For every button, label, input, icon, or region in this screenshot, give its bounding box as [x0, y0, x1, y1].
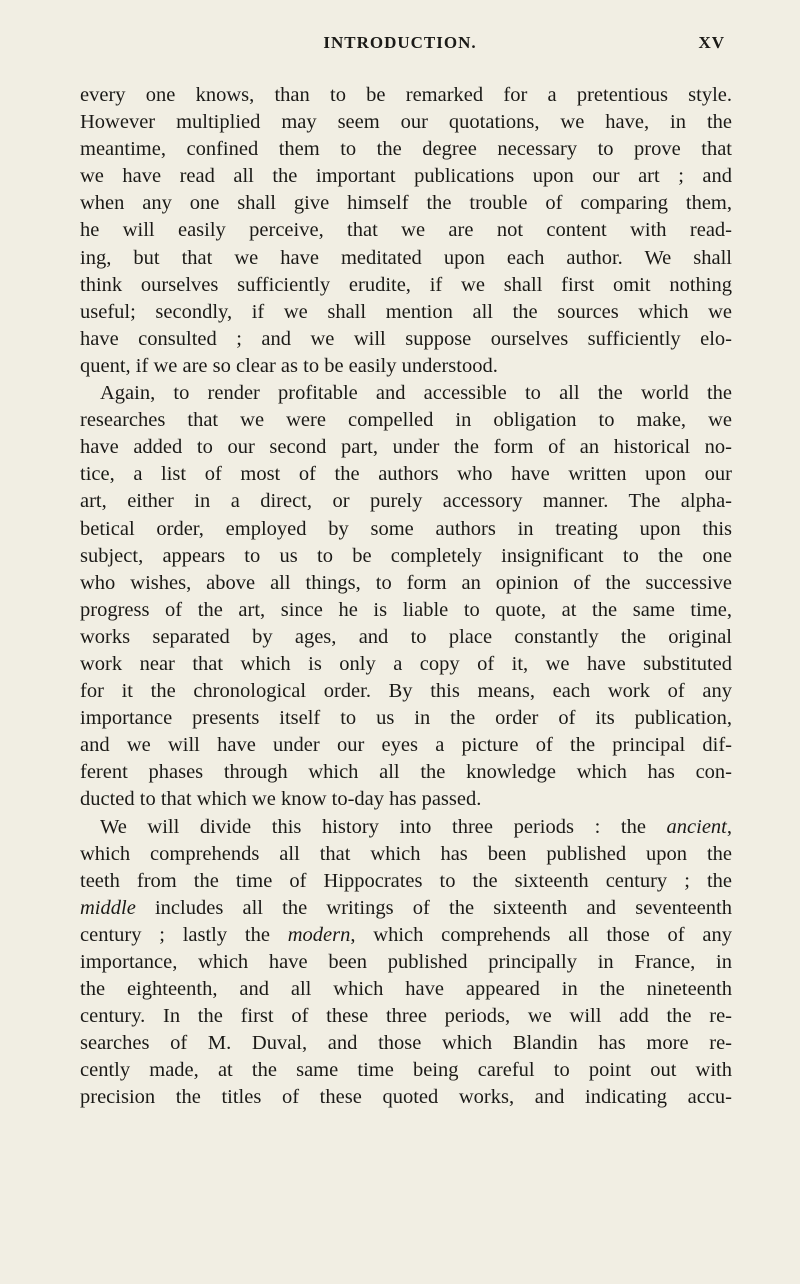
text-line: However multiplied may seem our quotations, we have, in the: [80, 111, 732, 134]
text-line: the eighteenth, and all which have appeared in the nineteenth: [80, 978, 732, 1001]
text-line: he will easily perceive, that we are not content with read-: [80, 219, 732, 242]
text-line: century. In the first of these three periods, we will add the re-: [80, 1005, 732, 1028]
text-line: which comprehends all that which has been published upon the: [80, 842, 732, 865]
text-line: importance presents itself to us in the order of its publication,: [80, 707, 732, 730]
text-line: think ourselves sufficiently erudite, if we shall first omit nothing: [80, 273, 732, 296]
text-line: have consulted ; and we will suppose ourselves sufficiently elo-: [80, 327, 732, 350]
text-line: century ; lastly the modern, which comprehends all those of any: [80, 923, 732, 946]
text-line: useful; secondly, if we shall mention all the sources which we: [80, 300, 732, 323]
text-line: We will divide this history into three periods : the ancient,: [100, 815, 732, 838]
page-header: [0, 33, 800, 57]
text-line: subject, appears to us to be completely insignificant to the one: [80, 544, 732, 567]
text-line: betical order, employed by some authors in treating upon this: [80, 517, 732, 540]
text-line: have added to our second part, under the form of an historical no-: [80, 436, 732, 459]
text-line: tice, a list of most of the authors who have written upon our: [80, 463, 732, 486]
running-title: INTRODUCTION.: [323, 33, 477, 52]
text-line: ducted to that which we know to-day has passed.: [80, 788, 482, 811]
text-line: works separated by ages, and to place constantly the original: [80, 625, 732, 648]
text-line: meantime, confined them to the degree necessary to prove that: [80, 138, 732, 161]
text-line: cently made, at the same time being careful to point out with: [80, 1059, 732, 1082]
text-line: researches that we were compelled in obligation to make, we: [80, 409, 732, 432]
text-line: and we will have under our eyes a picture of the principal dif-: [80, 734, 732, 757]
text-line: importance, which have been published principally in France, in: [80, 951, 732, 973]
text-line: ing, but that we have meditated upon each author. We shall: [80, 246, 732, 269]
text-line: work near that which is only a copy of it, we have substituted: [80, 652, 732, 675]
text-line: teeth from the time of Hippocrates to the sixteenth century ; the: [80, 869, 732, 892]
body-text: [80, 82, 732, 1112]
text-line: Again, to render profitable and accessible to all the world the: [100, 382, 732, 405]
text-line: when any one shall give himself the trouble of comparing them,: [80, 192, 732, 215]
text-line: middle includes all the writings of the sixteenth and seventeenth: [80, 896, 732, 919]
text-line: art, either in a direct, or purely accessory manner. The alpha-: [80, 490, 732, 513]
text-line: for it the chronological order. By this means, each work of any: [80, 680, 732, 703]
text-line: every one knows, than to be remarked for a pretentious style.: [80, 84, 732, 106]
text-line: we have read all the important publications upon our art ; and: [80, 165, 732, 188]
text-line: precision the titles of these quoted works, and indicating accu-: [80, 1086, 732, 1109]
text-line: who wishes, above all things, to form an opinion of the successive: [80, 571, 732, 594]
text-line: progress of the art, since he is liable to quote, at the same time,: [80, 598, 732, 621]
text-line: ferent phases through which all the knowledge which has con-: [80, 761, 732, 784]
text-line: searches of M. Duval, and those which Blandin has more re-: [80, 1032, 732, 1055]
text-line: quent, if we are so clear as to be easily understood.: [80, 354, 498, 377]
page-number: XV: [698, 33, 725, 52]
